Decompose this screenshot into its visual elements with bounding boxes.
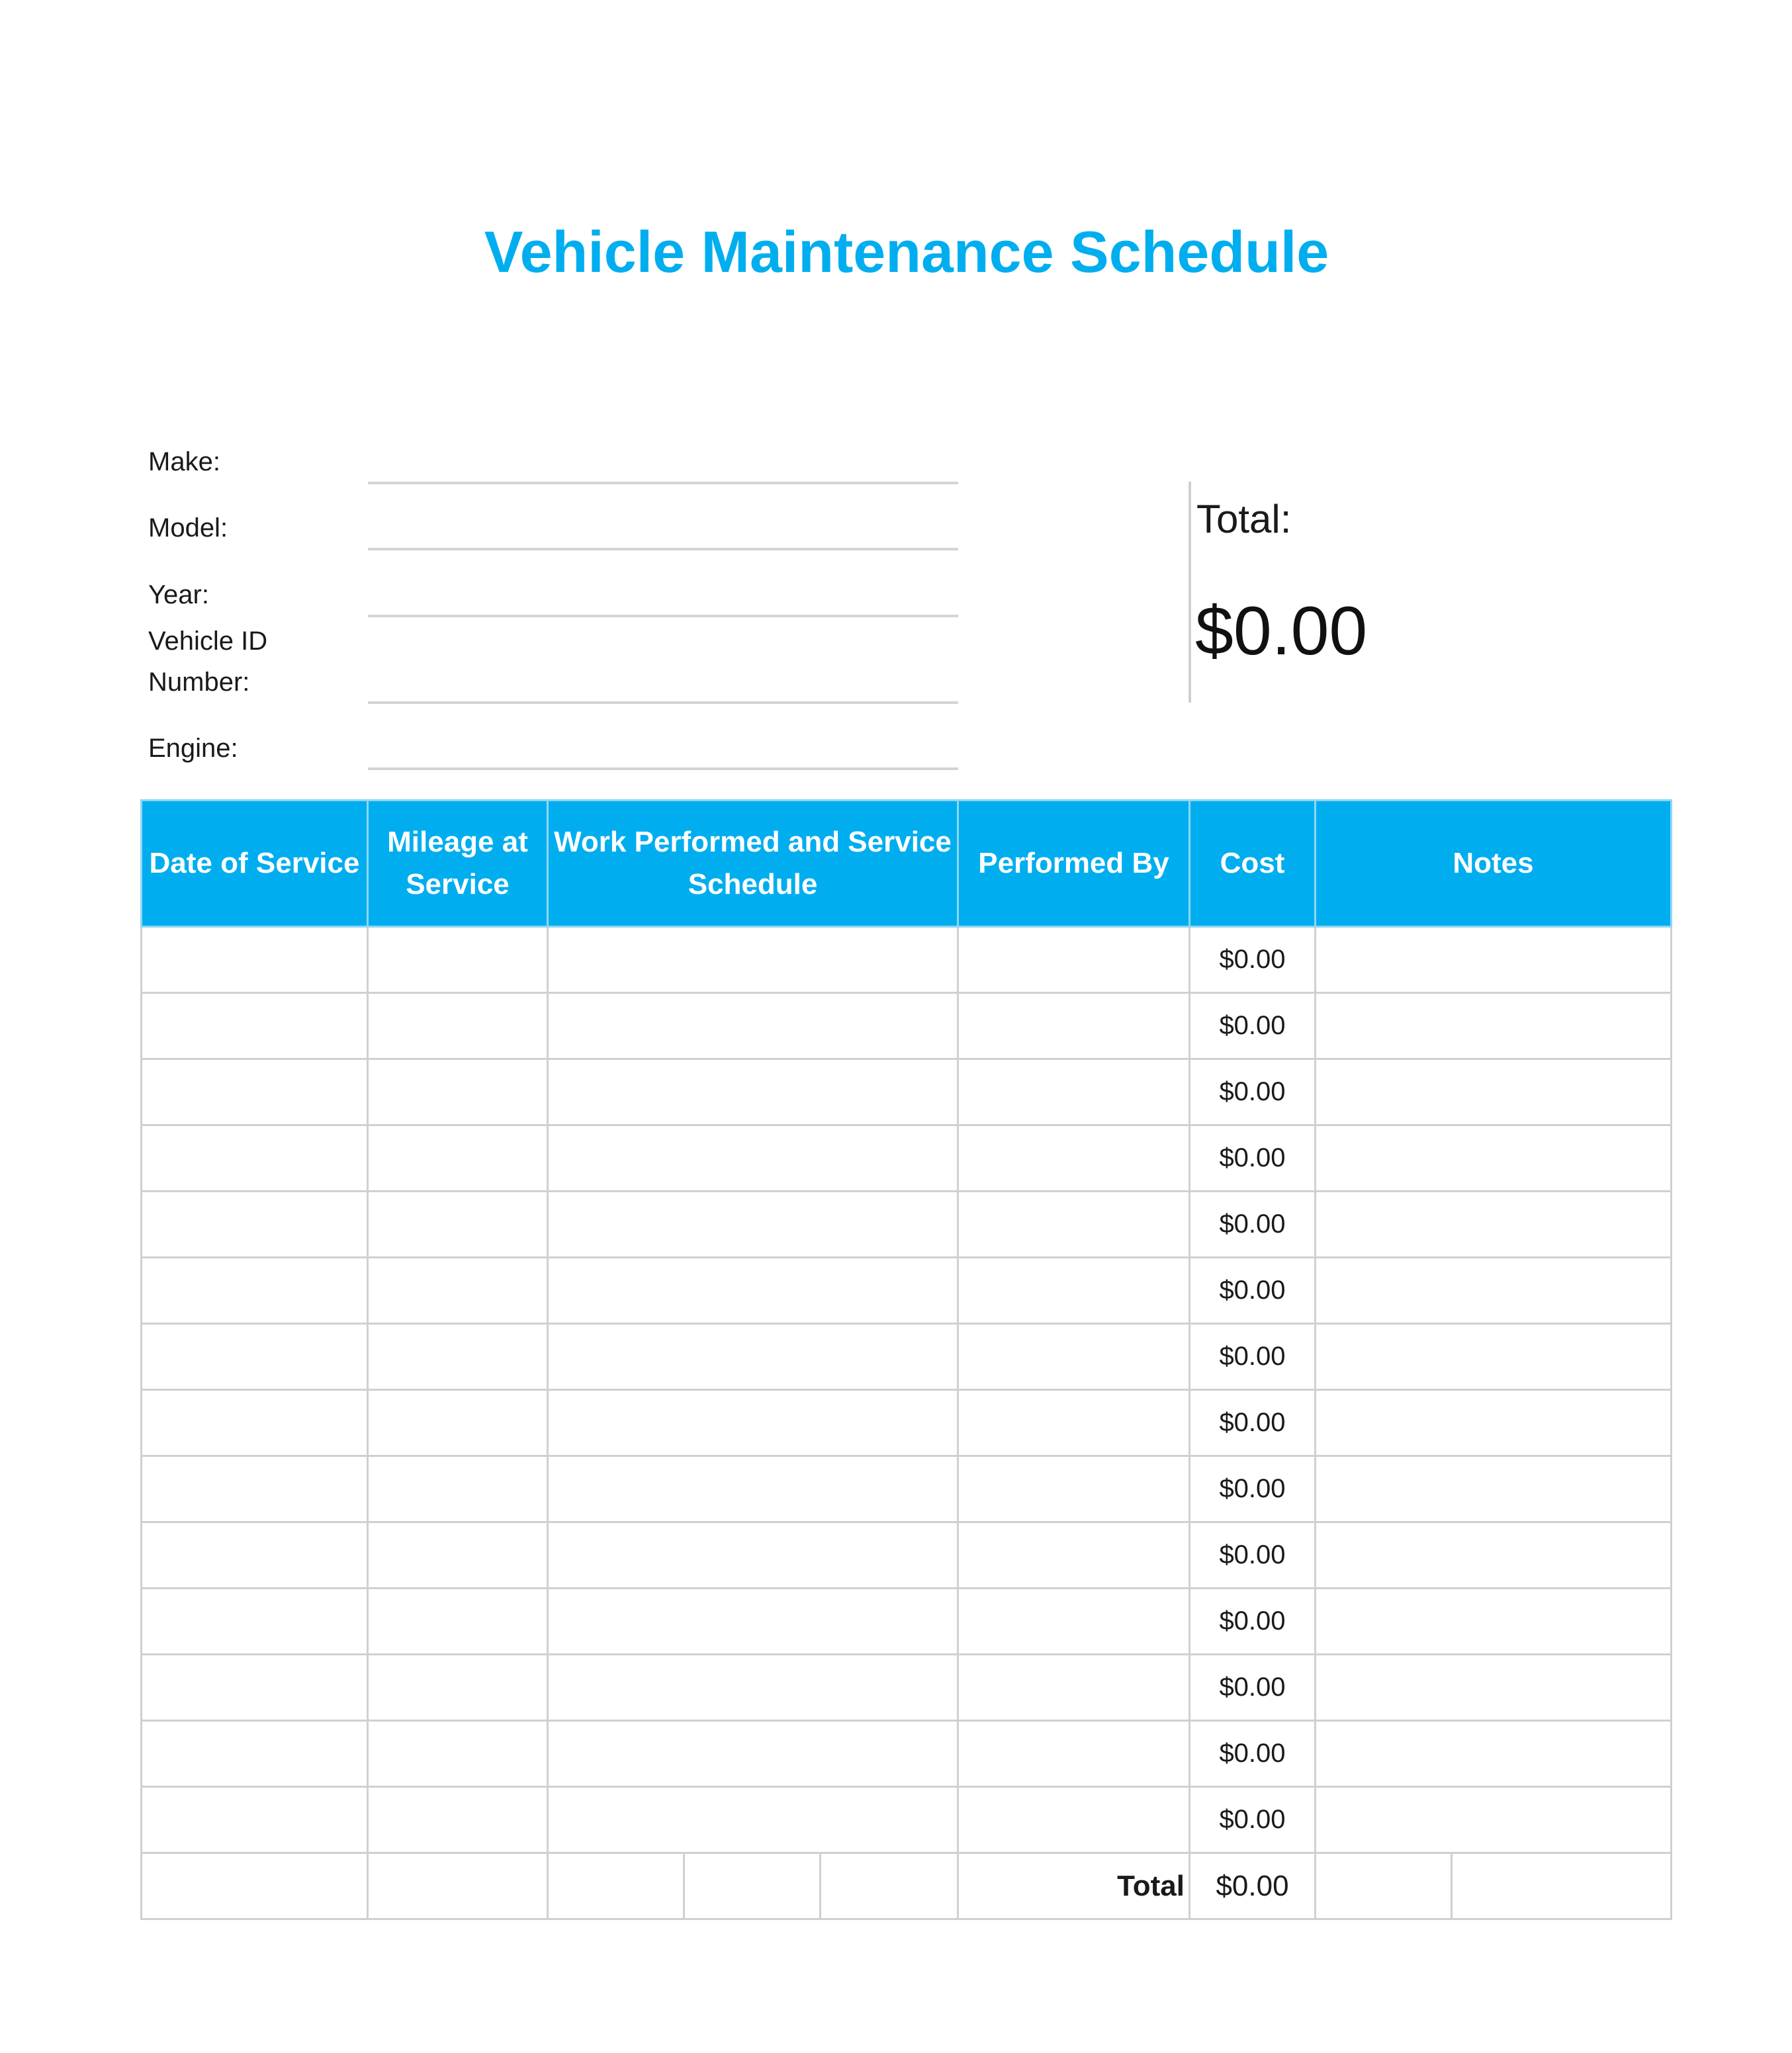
cost-cell[interactable]: $0.00	[1190, 1192, 1316, 1258]
mileage-cell[interactable]	[368, 1125, 548, 1192]
header-mileage: Mileage at Service	[368, 801, 548, 927]
mileage-cell[interactable]	[368, 1324, 548, 1390]
header-notes: Notes	[1316, 801, 1672, 927]
mileage-cell[interactable]	[368, 1589, 548, 1655]
work-performed-cell[interactable]	[548, 1258, 958, 1324]
page-title: Vehicle Maintenance Schedule	[484, 219, 1329, 284]
date-cell[interactable]	[142, 1589, 368, 1655]
work-performed-cell[interactable]	[548, 1655, 958, 1721]
work-performed-cell[interactable]	[548, 1787, 958, 1853]
cost-cell[interactable]: $0.00	[1190, 1456, 1316, 1522]
work-performed-cell[interactable]	[548, 1589, 958, 1655]
make-field[interactable]	[368, 482, 958, 484]
cost-cell[interactable]: $0.00	[1190, 1655, 1316, 1721]
notes-cell[interactable]	[1316, 993, 1672, 1059]
table-row	[142, 1125, 1672, 1192]
date-cell[interactable]	[142, 1522, 368, 1589]
table-row	[142, 1456, 1672, 1522]
vehicle-id-label: Vehicle ID Number:	[148, 627, 268, 697]
performed-by-cell[interactable]	[958, 1390, 1190, 1456]
table-row	[142, 1522, 1672, 1589]
notes-cell[interactable]	[1316, 1721, 1672, 1787]
performed-by-cell[interactable]	[958, 1522, 1190, 1589]
mileage-cell[interactable]	[368, 1192, 548, 1258]
maintenance-table	[140, 799, 1672, 1920]
cost-cell[interactable]: $0.00	[1190, 1390, 1316, 1456]
total-cell	[142, 1853, 368, 1919]
table-row	[142, 1721, 1672, 1787]
table-row	[142, 1390, 1672, 1456]
total-cell	[821, 1853, 958, 1919]
date-cell[interactable]	[142, 1390, 368, 1456]
work-performed-cell[interactable]	[548, 1456, 958, 1522]
notes-cell[interactable]	[1316, 1456, 1672, 1522]
total-cell	[1316, 1853, 1452, 1919]
performed-by-cell[interactable]	[958, 1059, 1190, 1125]
date-cell[interactable]	[142, 1125, 368, 1192]
cost-cell[interactable]: $0.00	[1190, 1589, 1316, 1655]
performed-by-cell[interactable]	[958, 1456, 1190, 1522]
mileage-cell[interactable]	[368, 1456, 548, 1522]
cost-cell[interactable]: $0.00	[1190, 993, 1316, 1059]
header-cost: Cost	[1190, 801, 1316, 927]
mileage-cell[interactable]	[368, 1258, 548, 1324]
date-cell[interactable]	[142, 993, 368, 1059]
table-row	[142, 993, 1672, 1059]
table-row	[142, 1589, 1672, 1655]
table-row	[142, 1059, 1672, 1125]
date-cell[interactable]	[142, 1192, 368, 1258]
date-cell[interactable]	[142, 1059, 368, 1125]
date-cell[interactable]	[142, 927, 368, 993]
summary-total-label: Total:	[1196, 497, 1292, 541]
vehicle-id-field[interactable]	[368, 701, 958, 704]
date-cell[interactable]	[142, 1655, 368, 1721]
year-label: Year:	[148, 580, 209, 609]
notes-cell[interactable]	[1316, 1324, 1672, 1390]
mileage-cell[interactable]	[368, 993, 548, 1059]
engine-field[interactable]	[368, 767, 958, 770]
table-row	[142, 1192, 1672, 1258]
mileage-cell[interactable]	[368, 1522, 548, 1589]
work-performed-cell[interactable]	[548, 1522, 958, 1589]
cost-cell[interactable]: $0.00	[1190, 1787, 1316, 1853]
work-performed-cell[interactable]	[548, 1125, 958, 1192]
notes-cell[interactable]	[1316, 1655, 1672, 1721]
notes-cell[interactable]	[1316, 1390, 1672, 1456]
total-cell	[1452, 1853, 1672, 1919]
table-row	[142, 927, 1672, 993]
year-field[interactable]	[368, 615, 958, 617]
performed-by-cell[interactable]	[958, 927, 1190, 993]
performed-by-cell[interactable]	[958, 1125, 1190, 1192]
table-row	[142, 1324, 1672, 1390]
cost-cell[interactable]: $0.00	[1190, 1721, 1316, 1787]
cost-cell[interactable]: $0.00	[1190, 1258, 1316, 1324]
performed-by-cell[interactable]	[958, 1192, 1190, 1258]
table-row	[142, 1258, 1672, 1324]
mileage-cell[interactable]	[368, 1721, 548, 1787]
model-label: Model:	[148, 513, 228, 543]
notes-cell[interactable]	[1316, 1787, 1672, 1853]
total-cell	[548, 1853, 684, 1919]
mileage-cell[interactable]	[368, 927, 548, 993]
header-work-performed: Work Performed and Service Schedule	[548, 801, 958, 927]
table-total-label: Total	[958, 1853, 1190, 1919]
table-body	[142, 927, 1672, 1853]
cost-cell[interactable]: $0.00	[1190, 1125, 1316, 1192]
cost-cell[interactable]: $0.00	[1190, 1324, 1316, 1390]
date-cell[interactable]	[142, 1456, 368, 1522]
date-cell[interactable]	[142, 1721, 368, 1787]
summary-divider	[1188, 482, 1191, 703]
work-performed-cell[interactable]	[548, 927, 958, 993]
performed-by-cell[interactable]	[958, 993, 1190, 1059]
performed-by-cell[interactable]	[958, 1655, 1190, 1721]
work-performed-cell[interactable]	[548, 1192, 958, 1258]
header-date-of-service: Date of Service	[142, 801, 368, 927]
date-cell[interactable]	[142, 1258, 368, 1324]
performed-by-cell[interactable]	[958, 1787, 1190, 1853]
total-cell	[368, 1853, 548, 1919]
date-cell[interactable]	[142, 1787, 368, 1853]
cost-cell[interactable]: $0.00	[1190, 1522, 1316, 1589]
mileage-cell[interactable]	[368, 1787, 548, 1853]
table-total-value: $0.00	[1190, 1853, 1316, 1919]
notes-cell[interactable]	[1316, 927, 1672, 993]
engine-label: Engine:	[148, 734, 238, 763]
notes-cell[interactable]	[1316, 1258, 1672, 1324]
summary-total-value: $0.00	[1195, 593, 1368, 670]
notes-cell[interactable]	[1316, 1125, 1672, 1192]
total-cell	[684, 1853, 821, 1919]
performed-by-cell[interactable]	[958, 1324, 1190, 1390]
table-header-row	[142, 801, 1672, 927]
date-cell[interactable]	[142, 1324, 368, 1390]
mileage-cell[interactable]	[368, 1655, 548, 1721]
work-performed-cell[interactable]	[548, 1721, 958, 1787]
cost-cell[interactable]: $0.00	[1190, 927, 1316, 993]
table-total-row	[142, 1853, 1672, 1919]
work-performed-cell[interactable]	[548, 1324, 958, 1390]
model-field[interactable]	[368, 548, 958, 550]
table-row	[142, 1787, 1672, 1853]
notes-cell[interactable]	[1316, 1589, 1672, 1655]
performed-by-cell[interactable]	[958, 1258, 1190, 1324]
work-performed-cell[interactable]	[548, 1390, 958, 1456]
mileage-cell[interactable]	[368, 1390, 548, 1456]
make-label: Make:	[148, 447, 220, 476]
notes-cell[interactable]	[1316, 1522, 1672, 1589]
header-performed-by: Performed By	[958, 801, 1190, 927]
cost-cell[interactable]: $0.00	[1190, 1059, 1316, 1125]
work-performed-cell[interactable]	[548, 1059, 958, 1125]
performed-by-cell[interactable]	[958, 1589, 1190, 1655]
work-performed-cell[interactable]	[548, 993, 958, 1059]
performed-by-cell[interactable]	[958, 1721, 1190, 1787]
notes-cell[interactable]	[1316, 1192, 1672, 1258]
mileage-cell[interactable]	[368, 1059, 548, 1125]
notes-cell[interactable]	[1316, 1059, 1672, 1125]
table-row	[142, 1655, 1672, 1721]
